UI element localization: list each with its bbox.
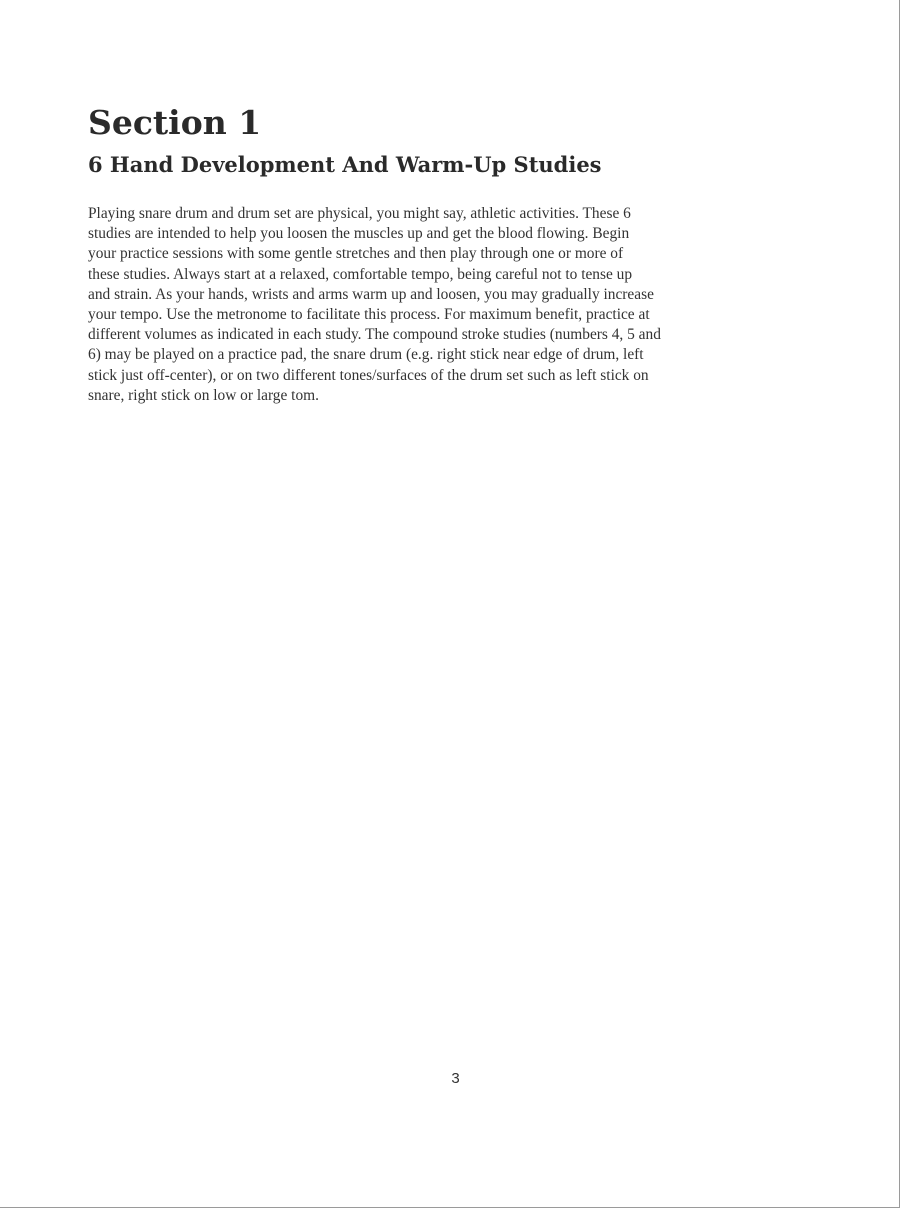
body-line: your practice sessions with some gentle stretches and then play through one or more of [88, 245, 624, 263]
body-line: your tempo. Use the metronome to facilitate this process. For maximum benefit, practice at [88, 306, 650, 324]
body-line: these studies. Always start at a relaxed, comfortable tempo, being careful not to tense up [88, 265, 633, 283]
body-line: stick just off-center), or on two different tones/surfaces of the drum set such as left stick on [88, 366, 649, 384]
body-line: studies are intended to help you loosen the muscles up and get the blood flowing. Begin [88, 225, 630, 243]
body-line: snare, right stick on low or large tom. [88, 386, 319, 404]
section-title: Section 1 [88, 103, 262, 142]
section-subtitle: 6 Hand Development And Warm-Up Studies [88, 152, 602, 177]
page-number: 3 [451, 1070, 460, 1087]
body-paragraph [88, 204, 788, 406]
body-line: different volumes as indicated in each study. The compound stroke studies (numbers 4, 5 and [88, 326, 661, 344]
body-line: Playing snare drum and drum set are physical, you might say, athletic activities. These 6 [88, 205, 631, 222]
body-line: 6) may be played on a practice pad, the snare drum (e.g. right stick near edge of drum, left [88, 346, 644, 364]
body-line: and strain. As your hands, wrists and arms warm up and loosen, you may gradually increase [88, 285, 654, 303]
